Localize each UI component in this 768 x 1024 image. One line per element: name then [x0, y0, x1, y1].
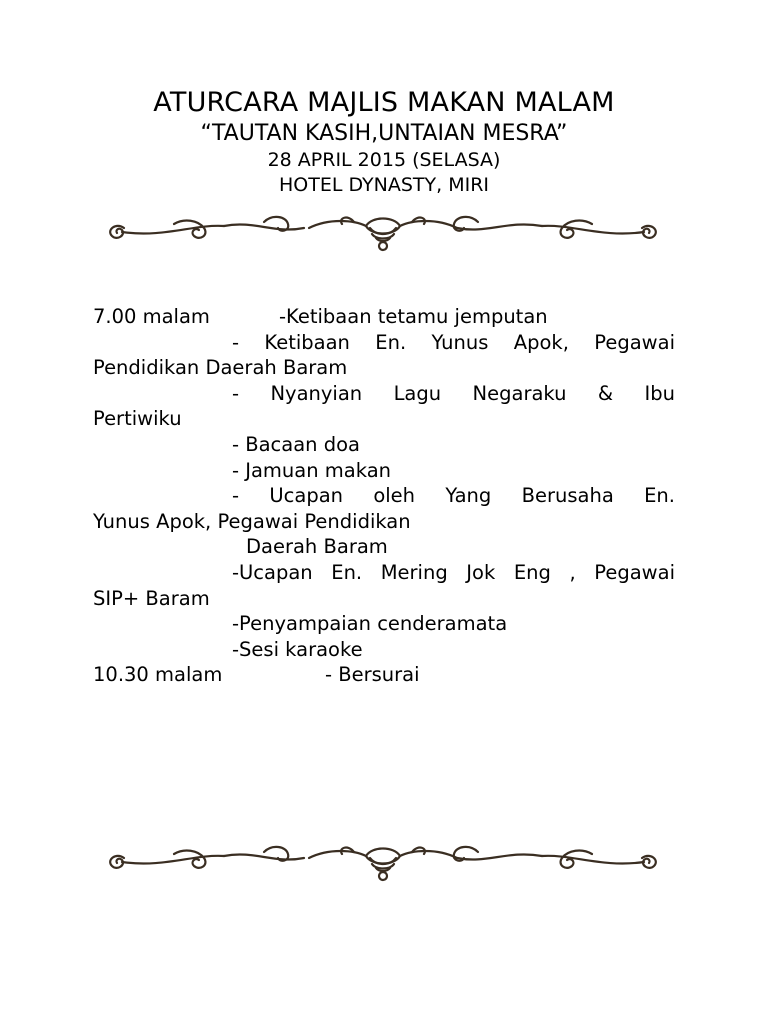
schedule-item-continuation: Daerah Baram	[246, 535, 388, 559]
schedule-item: -Sesi karaoke	[232, 637, 363, 661]
schedule-row	[93, 662, 675, 688]
program-header	[0, 86, 768, 198]
event-venue: HOTEL DYNASTY, MIRI	[278, 174, 490, 196]
flourish-divider-bottom-icon	[104, 838, 662, 882]
schedule-item-continuation: Pendidikan Daerah Baram	[93, 356, 348, 380]
schedule-item-continuation: Pertiwiku	[93, 407, 182, 431]
schedule-item-continuation: Yunus Apok, Pegawai Pendidikan	[93, 509, 411, 533]
schedule-item: - Nyanyian Lagu Negaraku & Ibu	[232, 381, 675, 405]
event-date: 28 APRIL 2015 (SELASA)	[267, 149, 501, 171]
schedule-item: -Ketibaan tetamu jemputan	[279, 305, 548, 328]
schedule-item: -Ucapan En. Mering Jok Eng , Pegawai	[232, 560, 675, 584]
schedule-item: - Bersurai	[325, 663, 420, 687]
schedule-item: - Jamuan makan	[232, 458, 391, 482]
schedule-item: - Ucapan oleh Yang Berusaha En.	[232, 484, 675, 508]
event-schedule	[93, 304, 675, 688]
start-time: 7.00 malam	[93, 305, 210, 328]
schedule-item: - Ketibaan En. Yunus Apok, Pegawai	[232, 330, 675, 354]
schedule-item: -Penyampaian cenderamata	[232, 612, 508, 636]
flourish-divider-top-icon	[104, 208, 662, 252]
event-theme: “TAUTAN KASIH,UNTAIAN MESRA”	[200, 121, 568, 146]
schedule-item-continuation: SIP+ Baram	[93, 586, 210, 610]
schedule-item: - Bacaan doa	[232, 432, 360, 456]
document-title: ATURCARA MAJLIS MAKAN MALAM	[153, 87, 615, 118]
schedule-row	[93, 304, 675, 330]
end-time: 10.30 malam	[93, 663, 223, 687]
